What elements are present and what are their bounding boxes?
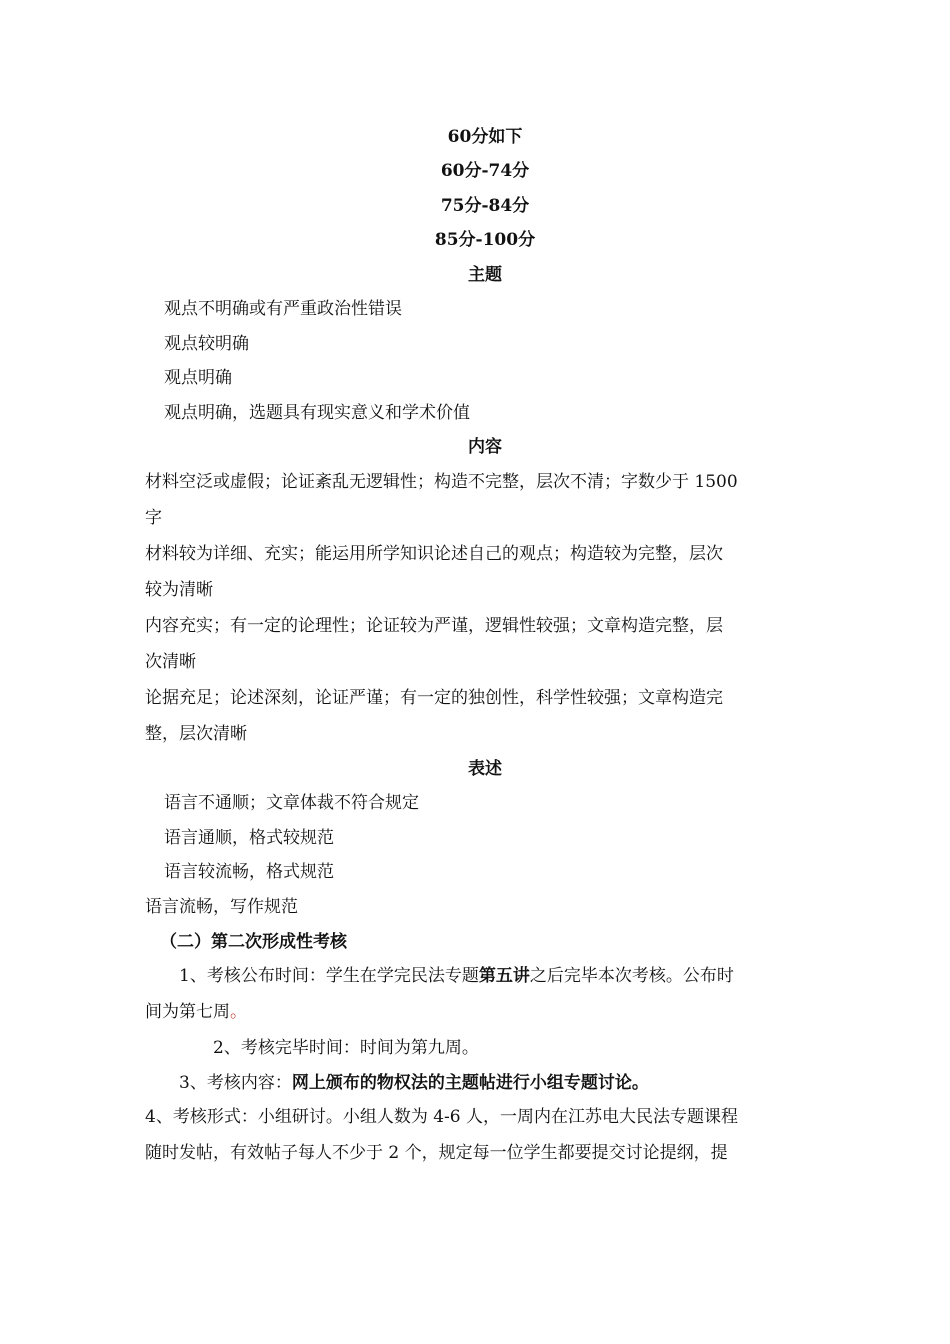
expression-item: 语言不通顺；文章体裁不符合规定	[164, 793, 419, 813]
theme-item: 观点较明确	[164, 334, 249, 354]
theme-heading: 主题	[468, 265, 502, 285]
score-band-4: 85分-100分	[434, 230, 536, 250]
content-line: 整，层次清晰	[145, 724, 247, 744]
expression-heading: 表述	[468, 759, 502, 779]
paragraph-1-line-1	[179, 965, 734, 987]
paragraph-4-line-2: 随时发帖，有效帖子每人不少于 2 个，规定每一位学生都要提交讨论提纲，提	[145, 1143, 728, 1163]
content-line: 次清晰	[145, 652, 196, 672]
paragraph-4-line-1: 4、考核形式：小组研讨。小组人数为 4-6 人，一周内在江苏电大民法专题课程	[145, 1107, 738, 1127]
score-band-1: 60分如下	[447, 127, 523, 147]
section-heading: （二）第二次形成性考核	[160, 932, 347, 952]
score-band-2: 60分-74分	[440, 161, 530, 181]
paragraph-3	[179, 1072, 649, 1094]
expression-item: 语言流畅，写作规范	[145, 897, 298, 917]
content-heading: 内容	[468, 437, 502, 457]
paragraph-2: 2、考核完毕时间：时间为第九周。	[213, 1038, 479, 1058]
paragraph-1-text-a: 1、考核公布时间：学生在学完民法专题	[179, 966, 479, 986]
paragraph-1-period: 。	[230, 1002, 247, 1022]
content-line: 较为清晰	[145, 580, 213, 600]
paragraph-3-emphasis: 网上颁布的物权法的主题帖进行小组专题讨论。	[291, 1073, 649, 1093]
content-line: 内容充实；有一定的论理性；论证较为严谨，逻辑性较强；文章构造完整，层	[145, 616, 723, 636]
theme-item: 观点明确	[164, 368, 232, 388]
content-line: 论据充足；论述深刻，论证严谨；有一定的独创性，科学性较强；文章构造完	[145, 688, 723, 708]
paragraph-1-emphasis: 第五讲	[478, 966, 530, 986]
content-line: 材料空泛或虚假；论证紊乱无逻辑性；构造不完整，层次不清；字数少于 1500	[145, 472, 738, 492]
expression-item: 语言较流畅，格式规范	[164, 862, 334, 882]
paragraph-1-line-2	[145, 1001, 247, 1023]
paragraph-3-label: 3、考核内容：	[179, 1073, 292, 1093]
theme-item: 观点不明确或有严重政治性错误	[164, 299, 402, 319]
content-line: 字	[145, 508, 162, 528]
score-band-3: 75分-84分	[440, 196, 530, 216]
paragraph-1-text-d: 间为第七周	[145, 1002, 230, 1022]
content-line: 材料较为详细、充实；能运用所学知识论述自己的观点；构造较为完整，层次	[145, 544, 723, 564]
theme-item: 观点明确，选题具有现实意义和学术价值	[164, 403, 470, 423]
expression-item: 语言通顺，格式较规范	[164, 828, 334, 848]
paragraph-1-text-c: 之后完毕本次考核。公布时	[529, 966, 734, 986]
